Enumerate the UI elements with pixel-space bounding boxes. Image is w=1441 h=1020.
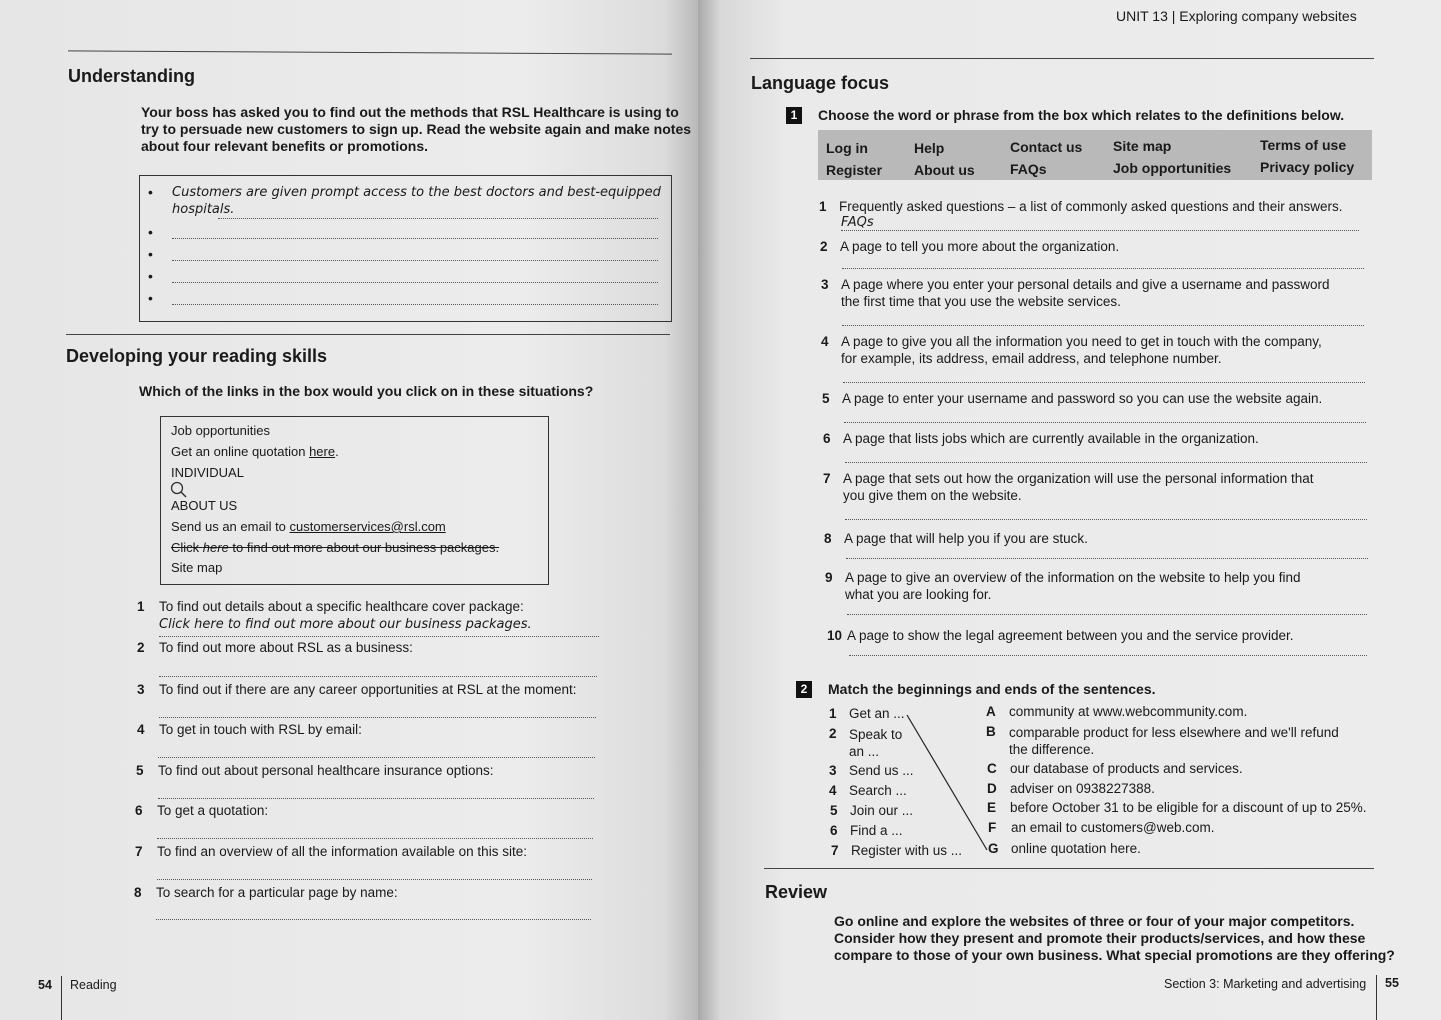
question-number: 5 <box>136 763 144 778</box>
review-line: compare to those of your own business. What special promotions are they offering? <box>834 947 1395 963</box>
answer-line-dots[interactable] <box>172 282 658 283</box>
word-box <box>818 130 1372 180</box>
beginning-6 <box>830 823 903 838</box>
ending-text: an email to customers@web.com. <box>1011 820 1215 835</box>
ending-letter: D <box>987 781 997 796</box>
ending-letter: C <box>987 761 997 776</box>
definition-line: you give them on the website. <box>843 488 1022 503</box>
answer-line-dots[interactable] <box>156 919 591 920</box>
beginning-line: an ... <box>849 744 880 759</box>
top-rule <box>68 50 672 54</box>
search-icon[interactable] <box>170 481 188 499</box>
answer-line-dots[interactable] <box>157 838 593 839</box>
page-number: 54 <box>38 978 52 992</box>
definition-number: 1 <box>819 199 827 214</box>
left-page <box>0 0 698 1020</box>
ending-text: adviser on 0938227388. <box>1010 781 1155 796</box>
exercise-2-badge: 2 <box>796 681 812 698</box>
definition-number: 5 <box>822 391 830 406</box>
answer-line-dots[interactable] <box>158 757 595 758</box>
ending-letter: B <box>986 724 996 739</box>
beginning-number: 4 <box>829 783 837 798</box>
question-text: To find out more about RSL as a business: <box>159 640 413 655</box>
beginning-line: Speak to <box>849 727 903 742</box>
review-line: Consider how they present and promote their products/services, and how these <box>834 930 1366 946</box>
link-text: Send us an email to <box>171 519 290 534</box>
answer-line-dots[interactable] <box>842 268 1364 269</box>
link-site-map[interactable]: Site map <box>171 560 223 575</box>
definition-number: 3 <box>821 277 829 292</box>
unit-header: UNIT 13 | Exploring company websites <box>1116 8 1357 24</box>
beginning-5 <box>830 803 914 818</box>
right-page <box>698 0 1441 1020</box>
answer-line-dots[interactable] <box>158 798 594 799</box>
here-link[interactable]: here <box>309 444 336 459</box>
definition-text: A page that will help you if you are stuck. <box>844 531 1088 546</box>
question-text: To get a quotation: <box>157 803 269 818</box>
answer-line-dots[interactable] <box>847 614 1367 615</box>
beginning-number: 1 <box>829 706 837 721</box>
ending-text: online quotation here. <box>1011 841 1141 856</box>
footer-divider <box>1376 975 1377 1020</box>
word-jobs: Job opportunities <box>1113 160 1232 176</box>
definition-text: A page to tell you more about the organization. <box>840 239 1120 254</box>
word-register: Register <box>826 162 883 178</box>
answer-line-dots[interactable] <box>846 558 1368 559</box>
ending-text <box>1009 724 1339 758</box>
question-text: To find out about personal healthcare insurance options: <box>158 763 494 778</box>
answer-line-dots[interactable] <box>159 717 596 718</box>
ending-letter: E <box>987 800 997 815</box>
instruction-line: about four relevant benefits or promotions. <box>141 138 429 154</box>
definition-text <box>843 470 1314 504</box>
link-job-opportunities[interactable]: Job opportunities <box>171 423 271 438</box>
exercise-1-instruction: Choose the word or phrase from the box which relates to the definitions below. <box>818 107 1345 123</box>
definition-number: 9 <box>825 570 833 585</box>
beginning-text <box>849 726 902 760</box>
link-email[interactable] <box>171 519 446 534</box>
word-about: About us <box>914 162 975 178</box>
definition-line: A page to give an overview of the information on the website to help you find <box>845 570 1301 585</box>
footer-divider <box>61 976 62 1020</box>
definition-line: A page where you enter your personal details and give a username and password <box>841 277 1330 292</box>
bullet: • <box>148 224 153 240</box>
answer-line-dots[interactable] <box>218 218 658 219</box>
question-number: 8 <box>134 885 142 900</box>
question-number: 2 <box>137 640 145 655</box>
ending-letter: G <box>988 841 999 856</box>
definition-text: A page that lists jobs which are currently available in the organization. <box>843 431 1259 446</box>
answer-line-dots[interactable] <box>159 636 599 637</box>
question-number: 1 <box>137 599 145 614</box>
beginning-1 <box>829 706 905 721</box>
q1-answer: Click here to find out more about our business packages. <box>159 617 532 632</box>
definition-line: A page to give you all the information you need to get in touch with the company, <box>841 334 1322 349</box>
review-text <box>834 913 1395 964</box>
section-rule <box>66 334 670 335</box>
ending-letter: A <box>986 704 996 719</box>
beginning-number: 3 <box>829 763 837 778</box>
links-box <box>160 416 549 585</box>
match-line <box>903 712 993 858</box>
question-number: 7 <box>135 844 143 859</box>
ending-text: community at www.webcommunity.com. <box>1009 704 1248 719</box>
review-heading: Review <box>765 882 828 902</box>
page-number: 55 <box>1385 976 1399 990</box>
beginning-number: 5 <box>830 803 838 818</box>
here-link[interactable]: here <box>202 540 229 555</box>
exercise-1-badge: 1 <box>786 107 802 124</box>
word-login: Log in <box>826 140 868 156</box>
reading-skills-instruction: Which of the links in the box would you click on in these situations? <box>139 383 594 399</box>
beginning-text: Register with us ... <box>851 843 963 858</box>
top-rule <box>750 58 1374 59</box>
footer-section: Reading <box>70 978 117 992</box>
answer-line: hospitals. <box>172 202 235 217</box>
answer-line-dots[interactable] <box>849 655 1367 656</box>
question-text: To find out details about a specific healthcare cover package: <box>159 599 524 614</box>
question-text: To search for a particular page by name: <box>156 885 398 900</box>
review-line: Go online and explore the websites of three or four of your major competitors. <box>834 913 1355 929</box>
answer-line-dots[interactable] <box>172 238 658 239</box>
ending-d <box>987 781 1155 796</box>
bullet: • <box>148 246 153 262</box>
word-sitemap: Site map <box>1113 138 1172 154</box>
answer-line-dots[interactable] <box>844 422 1366 423</box>
instruction-line: Your boss has asked you to find out the methods that RSL Healthcare is using to <box>141 104 679 120</box>
exercise-2-instruction: Match the beginnings and ends of the sentences. <box>828 681 1156 697</box>
ending-text: before October 31 to be eligible for a discount of up to 25%. <box>1010 800 1367 815</box>
answer-line-dots[interactable] <box>159 676 597 677</box>
def1-answer: FAQs <box>841 215 874 230</box>
answer-line-dots[interactable] <box>172 260 658 261</box>
link-about-us[interactable]: ABOUT US <box>171 498 238 513</box>
bullet: • <box>148 268 153 284</box>
ending-line: the difference. <box>1009 742 1095 757</box>
answer-line: Customers are given prompt access to the best doctors and best-equipped <box>172 185 661 200</box>
beginning-text: Find a ... <box>850 823 903 838</box>
email-link[interactable]: customerservices@rsl.com <box>289 519 446 534</box>
ending-text: our database of products and services. <box>1010 761 1243 776</box>
answer-line-dots[interactable] <box>845 462 1367 463</box>
ending-c <box>987 761 1243 776</box>
link-quotation[interactable] <box>171 444 339 459</box>
definition-number: 10 <box>827 628 843 643</box>
understanding-heading: Understanding <box>68 66 196 86</box>
definition-text <box>841 276 1330 310</box>
question-number: 3 <box>137 682 145 697</box>
beginning-number: 6 <box>830 823 838 838</box>
language-focus-heading: Language focus <box>751 73 890 93</box>
ending-b <box>986 724 1339 757</box>
question-number: 4 <box>137 722 145 737</box>
example-answer <box>172 184 661 218</box>
beginning-text: Get an ... <box>849 706 905 721</box>
answer-line-dots[interactable] <box>843 382 1365 383</box>
instruction-line: try to persuade new customers to sign up. Read the website again and make notes <box>141 121 692 137</box>
word-faqs: FAQs <box>1010 161 1047 177</box>
ending-f <box>988 820 1215 835</box>
definition-line: the first time that you use the website services. <box>841 294 1121 309</box>
beginning-3 <box>829 763 914 778</box>
definition-number: 2 <box>820 239 828 254</box>
definition-text: Frequently asked questions – a list of commonly asked questions and their answers. <box>839 199 1343 214</box>
definition-text: A page to enter your username and password so you can use the website again. <box>842 391 1323 406</box>
answer-line-dots[interactable] <box>172 304 658 305</box>
definition-number: 6 <box>823 431 831 446</box>
ending-a <box>986 704 1248 719</box>
definition-number: 4 <box>821 334 829 349</box>
beginning-7 <box>831 843 963 858</box>
link-text: Get an online quotation <box>171 444 310 459</box>
word-contact: Contact us <box>1010 139 1083 155</box>
answer-line-dots[interactable] <box>157 879 592 880</box>
definition-number: 7 <box>823 471 831 486</box>
ending-line: comparable product for less elsewhere and we'll refund <box>1009 725 1339 740</box>
beginning-text: Search ... <box>849 783 907 798</box>
question-text: To find out if there are any career opportunities at RSL at the moment: <box>159 682 577 697</box>
link-business-packages[interactable] <box>171 540 499 555</box>
link-text: Click <box>171 540 203 555</box>
ending-g <box>988 841 1141 856</box>
definition-text <box>841 333 1322 367</box>
bullet: • <box>148 184 153 200</box>
answer-line-dots[interactable] <box>842 325 1364 326</box>
reading-skills-heading: Developing your reading skills <box>66 346 328 366</box>
beginning-2 <box>829 726 903 759</box>
notes-box <box>139 175 672 322</box>
definition-line: for example, its address, email address, and telephone number. <box>841 351 1222 366</box>
word-privacy: Privacy policy <box>1260 159 1355 175</box>
beginning-number: 7 <box>831 843 839 858</box>
section-rule <box>764 868 1374 869</box>
ending-e <box>987 800 1367 815</box>
answer-line-dots[interactable] <box>841 230 1359 231</box>
question-text: To find an overview of all the information available on this site: <box>157 844 527 859</box>
link-text: to find out more about our business packages. <box>228 540 500 555</box>
beginning-number: 2 <box>829 726 837 741</box>
bullet: • <box>148 290 153 306</box>
definition-line: A page that sets out how the organization will use the personal information that <box>843 471 1314 486</box>
beginning-text: Join our ... <box>850 803 914 818</box>
definition-line: what you are looking for. <box>845 587 992 602</box>
definition-text: A page to show the legal agreement between you and the service provider. <box>847 628 1294 643</box>
understanding-instruction <box>141 104 691 155</box>
beginning-4 <box>829 783 907 798</box>
answer-line-dots[interactable] <box>845 519 1367 520</box>
footer-section: Section 3: Marketing and advertising <box>1164 977 1367 991</box>
beginning-text: Send us ... <box>849 763 914 778</box>
link-individual[interactable]: INDIVIDUAL <box>171 465 244 480</box>
link-text: . <box>335 444 339 459</box>
question-number: 6 <box>135 803 143 818</box>
word-help: Help <box>914 140 945 156</box>
definition-number: 8 <box>824 531 832 546</box>
ending-letter: F <box>988 820 997 835</box>
question-text: To get in touch with RSL by email: <box>159 722 362 737</box>
definition-text <box>845 569 1301 603</box>
word-terms: Terms of use <box>1260 137 1347 153</box>
